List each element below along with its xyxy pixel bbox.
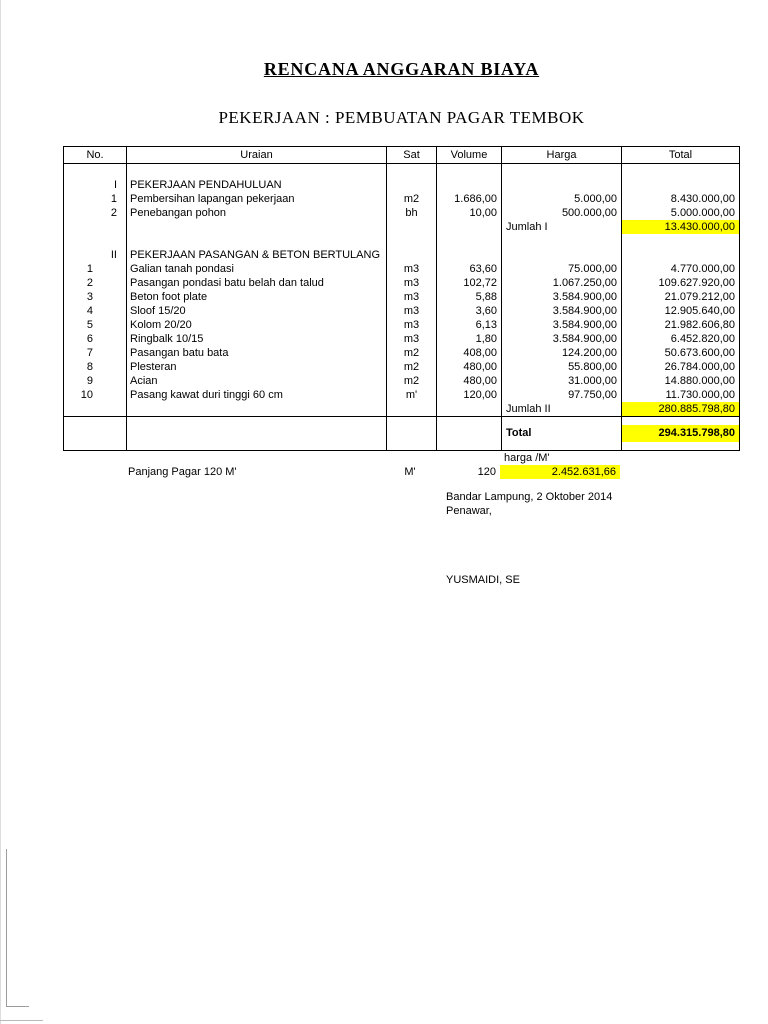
place-date: Bandar Lampung, 2 Oktober 2014: [446, 491, 613, 503]
table-row-subtotal: Jumlah I 13.430.000,00: [64, 220, 739, 234]
budget-table: [63, 146, 740, 451]
table-row-section: I PEKERJAAN PENDAHULUAN: [64, 178, 739, 192]
table-row-item: 1 Galian tanah pondasi m3 63,60 75.000,00 4.770.000,00: [64, 262, 739, 276]
table-row-item: 8 Plesteran m2 480,00 55.800,00 26.784.000,00: [64, 360, 739, 374]
harga-per-m-label: harga /M': [504, 452, 550, 464]
table-row-item: 2 Penebangan pohon bh 10,00 500.000,00 5.000.000,00: [64, 206, 739, 220]
table-row-blank: [64, 234, 739, 248]
subtotal-value: 13.430.000,00: [622, 220, 739, 234]
col-header-harga: Harga: [501, 147, 621, 163]
table-row-item: 1 Pembersihan lapangan pekerjaan m2 1.686,00 5.000,00 8.430.000,00: [64, 192, 739, 206]
panjang-pagar-sat: M': [404, 466, 416, 478]
subtotal-value: 280.885.798,80: [622, 402, 739, 416]
page-title: RENCANA ANGGARAN BIAYA: [263, 59, 540, 79]
grand-total-row: [64, 416, 739, 450]
table-row-item: 5 Kolom 20/20 m3 6,13 3.584.900,00 21.982.606,80: [64, 318, 739, 332]
panjang-pagar-volume: 120: [477, 466, 496, 478]
col-header-sat: Sat: [386, 147, 436, 163]
table-row-item: 7 Pasangan batu bata m2 408,00 124.200,00 50.673.600,00: [64, 346, 739, 360]
table-row-item: 6 Ringbalk 10/15 m3 1,80 3.584.900,00 6.452.820,00: [64, 332, 739, 346]
harga-per-m-value: 2.452.631,66: [500, 465, 620, 479]
panjang-pagar-row: [63, 465, 740, 479]
grand-total-label: Total: [506, 427, 532, 439]
table-header-row: [64, 147, 739, 164]
grand-total-value: 294.315.798,80: [622, 425, 739, 442]
penawar-label: Penawar,: [446, 504, 492, 517]
col-header-uraian: Uraian: [126, 147, 386, 163]
table-row-item: 10 Pasang kawat duri tinggi 60 cm m' 120,00 97.750,00 11.730.000,00: [64, 388, 739, 402]
panjang-pagar-label: Panjang Pagar 120 M': [128, 466, 237, 478]
vertical-scrollbar[interactable]: [6, 849, 7, 1007]
table-body: [64, 164, 739, 416]
table-row-section: II PEKERJAAN PASANGAN & BETON BERTULANG: [64, 248, 739, 262]
signatory-name: YUSMAIDI, SE: [446, 574, 520, 586]
table-row-item: 3 Beton foot plate m3 5,88 3.584.900,00 21.079.212,00: [64, 290, 739, 304]
page-edge-line: [0, 0, 1, 1024]
scrollbar-corner-line: [0, 1020, 43, 1021]
table-row-blank: [64, 164, 739, 178]
table-row-subtotal: Jumlah II 280.885.798,80: [64, 402, 739, 416]
table-row-item: 2 Pasangan pondasi batu belah dan talud m3 102,72 1.067.250,00 109.627.920,00: [64, 276, 739, 290]
col-header-total: Total: [621, 147, 739, 163]
table-row-item: 4 Sloof 15/20 m3 3,60 3.584.900,00 12.905.640,00: [64, 304, 739, 318]
page-subtitle: PEKERJAAN : PEMBUATAN PAGAR TEMBOK: [218, 108, 585, 127]
table-row-item: 9 Acian m2 480,00 31.000,00 14.880.000,00: [64, 374, 739, 388]
below-table-block: [63, 451, 740, 479]
signature-block: [446, 491, 612, 588]
col-header-no: No.: [86, 149, 104, 161]
harga-per-m-row: [63, 451, 740, 465]
col-header-volume: Volume: [436, 147, 501, 163]
horizontal-scrollbar[interactable]: [6, 1006, 29, 1007]
